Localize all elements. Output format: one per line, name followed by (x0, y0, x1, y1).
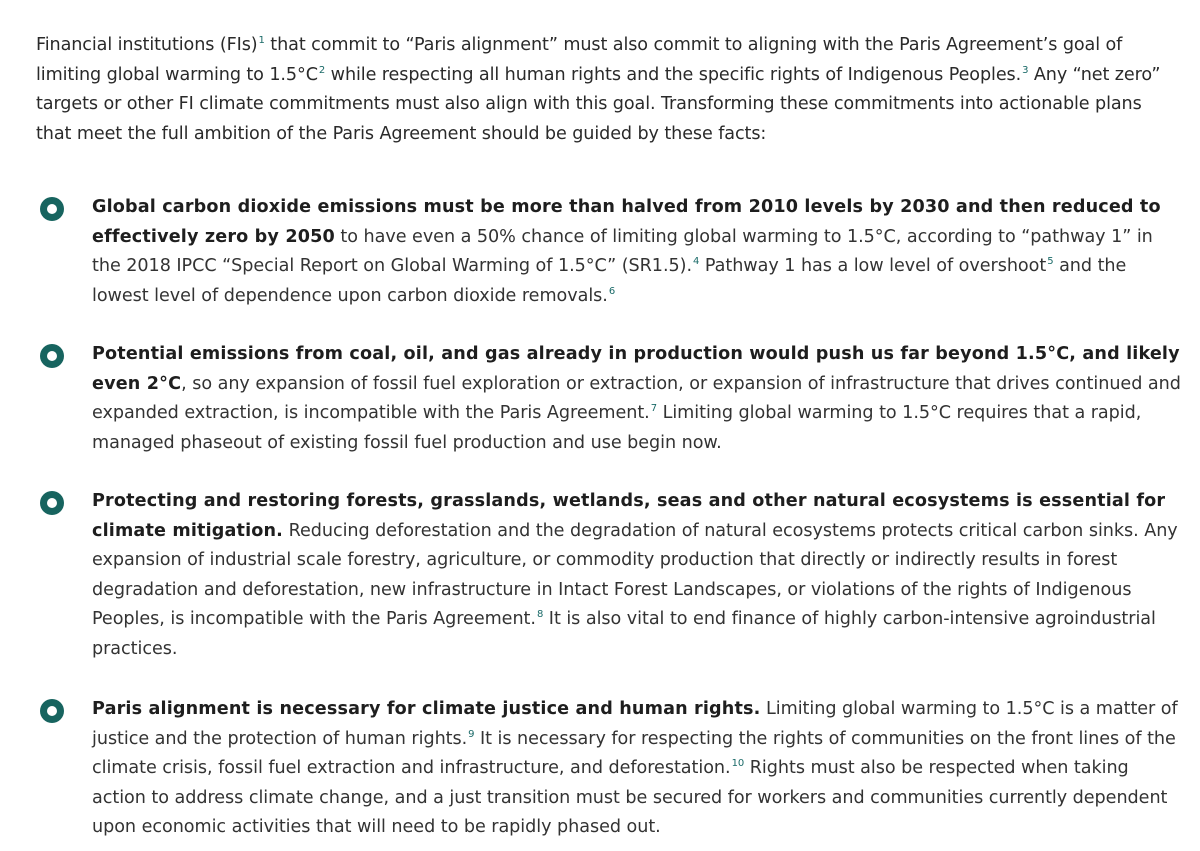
fact-text: Pathway 1 has a low level of overshoot (699, 256, 1047, 277)
intro-paragraph (36, 31, 1176, 149)
fact-text: It is also vital to end finance of highly carbon-intensive agroindustrial practices. (92, 609, 1156, 659)
bullet-icon (40, 699, 64, 723)
fact-item (92, 487, 1184, 665)
fact-text: to have even a 50% chance of limiting global warming to 1.5°C, according to “pathway 1” in the 2018 IPCC “Special Report on Global Warming of 1.5°C” (SR1.5). (92, 226, 1153, 277)
fact-heading: Potential emissions from coal, oil, and gas already in production would push us far beyond 1.5°C, and likely even 2°C (92, 344, 1180, 394)
footnote-ref[interactable]: 7 (650, 403, 658, 415)
intro-text: Financial institutions (FIs) (36, 35, 258, 55)
bullet-icon (40, 197, 64, 221)
fact-text: It is necessary for respecting the rights of communities on the front lines of the climate crisis, fossil fuel extraction and infrastructure, and deforestation. (92, 728, 1176, 779)
footnote-ref[interactable]: 9 (468, 728, 475, 740)
footnote-ref[interactable]: 6 (608, 285, 616, 297)
footnote-ref[interactable]: 2 (318, 64, 326, 76)
bullet-icon (40, 491, 64, 515)
fact-heading: Paris alignment is necessary for climate justice and human rights. (92, 699, 761, 719)
footnote-ref[interactable]: 1 (258, 35, 265, 46)
fact-text: , so any expansion of fossil fuel exploration or extraction, or expansion of infrastructure that drives continued and expanded extraction, is incompatible with the Paris Agreement. (92, 373, 1181, 424)
intro-text: while respecting all human rights and the specific rights of Indigenous Peoples. (325, 64, 1022, 85)
fact-text: Limiting global warming to 1.5°C requires that a rapid, managed phaseout of existing fossil fuel production and use begin now. (92, 403, 1142, 453)
intro-text: that commit to “Paris alignment” must also commit to aligning with the Paris Agreement’s goal of limiting global warming to 1.5°C (36, 35, 1123, 85)
footnote-ref[interactable]: 8 (536, 609, 544, 621)
footnote-ref[interactable]: 3 (1022, 64, 1029, 76)
fact-text: Limiting global warming to 1.5°C is a matter of justice and the protection of human rights. (92, 699, 1178, 749)
fact-text: Rights must also be respected when taking action to address climate change, and a just transition must be secured for workers and communities currently dependent upon economic activities that will need to be rapidly phased out. (92, 758, 1168, 838)
fact-heading: Protecting and restoring forests, grasslands, wetlands, seas and other natural ecosystems is essential for climate mitigation. (92, 491, 1166, 541)
fact-heading: Global carbon dioxide emissions must be more than halved from 2010 levels by 2030 and then reduced to effectively zero by 2050 (92, 197, 1161, 247)
fact-item (92, 695, 1184, 843)
footnote-ref[interactable]: 10 (731, 758, 745, 770)
footnote-ref[interactable]: 4 (692, 256, 700, 268)
fact-text: and the lowest level of dependence upon carbon dioxide removals. (92, 256, 1127, 306)
intro-text: Any “net zero” targets or other FI climate commitments must also align with this goal. Transforming these commitments into actionable plans that meet the full ambition of the Paris Agreement should be guided by these facts: (36, 64, 1161, 144)
footnote-ref[interactable]: 5 (1047, 256, 1054, 268)
fact-item (92, 340, 1184, 458)
fact-text: Reducing deforestation and the degradation of natural ecosystems protects critical carbon sinks. Any expansion of industrial scale forestry, agriculture, or commodity production that directly or indirectly results in forest degradation and deforestation, new infrastructure in Intact Forest Landscapes, or violations of the rights of Indigenous Peoples, is incompatible with the Paris Agreement. (92, 520, 1178, 630)
fact-item (92, 193, 1184, 311)
bullet-icon (40, 344, 64, 368)
